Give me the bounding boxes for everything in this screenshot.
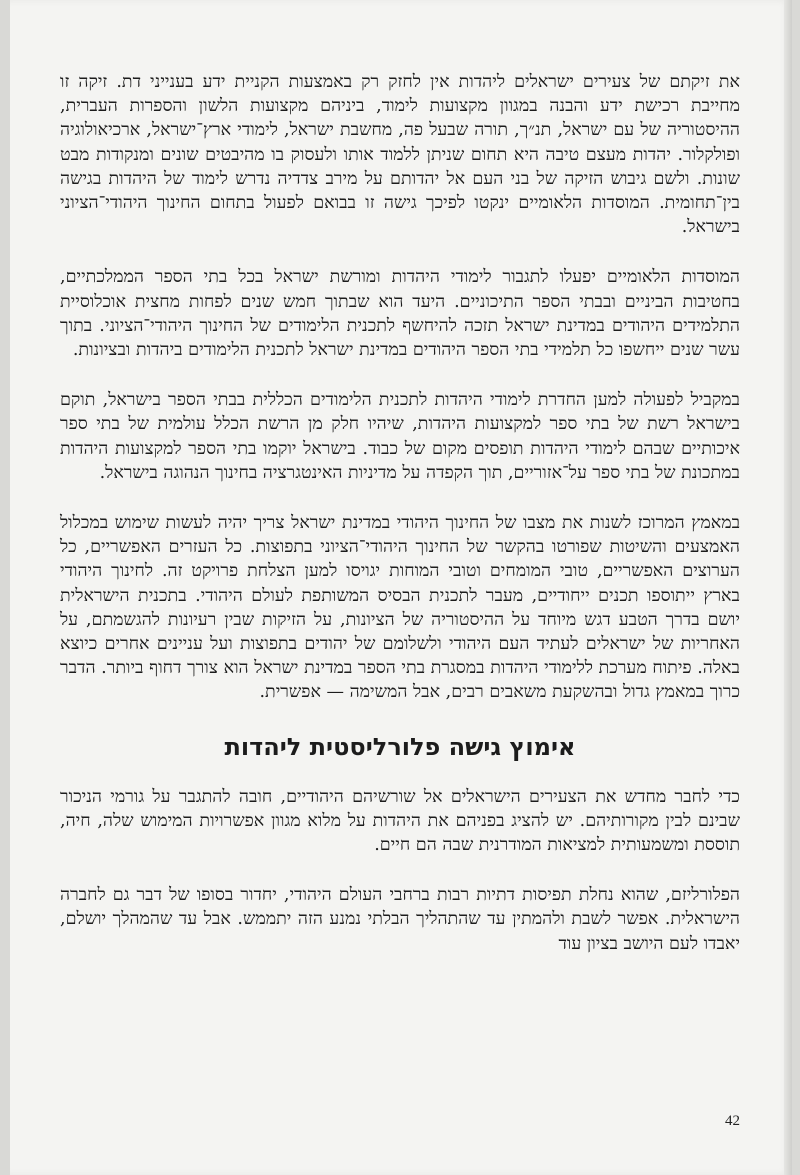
page-number: 42 xyxy=(725,1113,740,1129)
paragraph-pluralism: הפלורליזם, שהוא נחלת תפיסות דתיות רבות ברחבי העולם היהודי, יחדור בסופו של דבר גם לחברה הישראלית. אפשר לשבת ולהמתין עד שהתהליך הבלתי נמנע הזה יתממש. אבל עד שהמהלך יושלם, יאבדו לעם היושב בציון עוד xyxy=(60,885,740,954)
scan-edge-shadow xyxy=(784,0,792,1175)
paragraph-concentrated-effort: במאמץ המרוכז לשנות את מצבו של החינוך היהודי במדינת ישראל צריך יהיה לעשות שימוש במכלול האמצעים והשיטות שפורטו בהקשר של החינוך היהודי־הציוני בתפוצות. כל העזרים האפשריים, כל הערוצים האפשריים, טובי המומחים וטובי המוחות יגויסו למען הצלחת פרויקט זה. לחינוך היהודי בארץ ייתוספו תכנים ייחודיים, מעבר לתכנית הבסיס המשותפת לעולם היהודי. בתכנית הישראלית יושם בדרך הטבע דגש מיוחד על ההיסטוריה של הציונות, על הזיקות שבין רעיונות להגשמתם, על האחריות של ישראלים לעתיד העם היהודי ולשלומם של יהודים בתפוצות ועל עניינים אחרים כיוצא באלה. פיתוח מערכת ללימודי היהדות במסגרת בתי הספר במדינת ישראל הוא צורך דחוף ביותר. הדבר כרוך במאמץ גדול ובהשקעת משאבים רבים, אבל המשימה — אפשרית. xyxy=(60,513,740,703)
paragraph-reconnect-roots: כדי לחבר מחדש את הצעירים הישראלים אל שורשיהם היהודיים, חובה להתגבר על גורמי הניכור שבינם לבין מקורותיהם. יש להציג בפניהם את היהדות על מלוא מגוון אפשרויות המימוש שלה, חיה, תוססת ומשמעותית למציאות המודרנית שבה הם חיים. xyxy=(60,786,740,856)
paragraph-national-institutions: המוסדות הלאומיים יפעלו לתגבור לימודי היהדות ומורשת ישראל בכל בתי הספר הממלכתיים, בחטיבות הביניים ובבתי הספר התיכוניים. היעד הוא שבתוך חמש שנים לפחות מחצית אוכלוסיית התלמידים היהודים במדינת ישראל תזכה להיחשף לתכנית הלימודים של החינוך היהודי־הציוני. בתוך עשר שנים ייחשפו כל תלמידי בתי הספר היהודים במדינת ישראל לתכנית הלימודים ביהדות ובציונות. xyxy=(60,267,740,361)
paragraph-school-network: במקביל לפעולה למען החדרת לימודי היהדות לתכנית הלימודים הכללית בבתי הספר בישראל, תוקם בישראל רשת של בתי ספר למקצועות היהדות, שיהיו חלק מן הרשת הכלל עולמית של בתי ספר איכותיים שבהם לימודי היהדות תופסים מקום של כבוד. בישראל יוקמו בתי הספר למקצועות היהדות במתכונת של בתי ספר על־אזוריים, תוך הקפדה על מדיניות האינטגרציה בחינוך הנהוגה בישראל. xyxy=(60,390,740,483)
document-page xyxy=(10,0,792,1175)
paragraph-jewish-knowledge: את זיקתם של צעירים ישראלים ליהדות אין לחזק רק באמצעות הקניית ידע בענייני דת. זיקה זו מחייבת רכישת ידע והבנה במגוון מקצועות לימוד, ביניהם מקצועות הלשון והספרות העברית, ההיסטוריה של עם ישראל, תנ״ך, תורה שבעל פה, מחשבת ישראל, לימודי ארץ־ישראל, ארכיאולוגיה ופולקלור. יהדות מעצם טיבה היא תחום שניתן ללמוד אותו ולעסוק בו מהיבטים שונים ומנקודות מבט שונות. ולשם גיבוש הזיקה של בני העם אל יהדותם על מירב צדדיה נדרש לימוד של היהדות בגישה בין־תחומית. המוסדות הלאומיים ינקטו לפיכך גישה זו בבואם לפעול בתחום החינוך היהודי־הציוני בישראל. xyxy=(60,72,740,238)
section-heading: אימוץ גישה פלורליסטית ליהדות xyxy=(224,732,576,761)
text-column xyxy=(60,70,740,982)
